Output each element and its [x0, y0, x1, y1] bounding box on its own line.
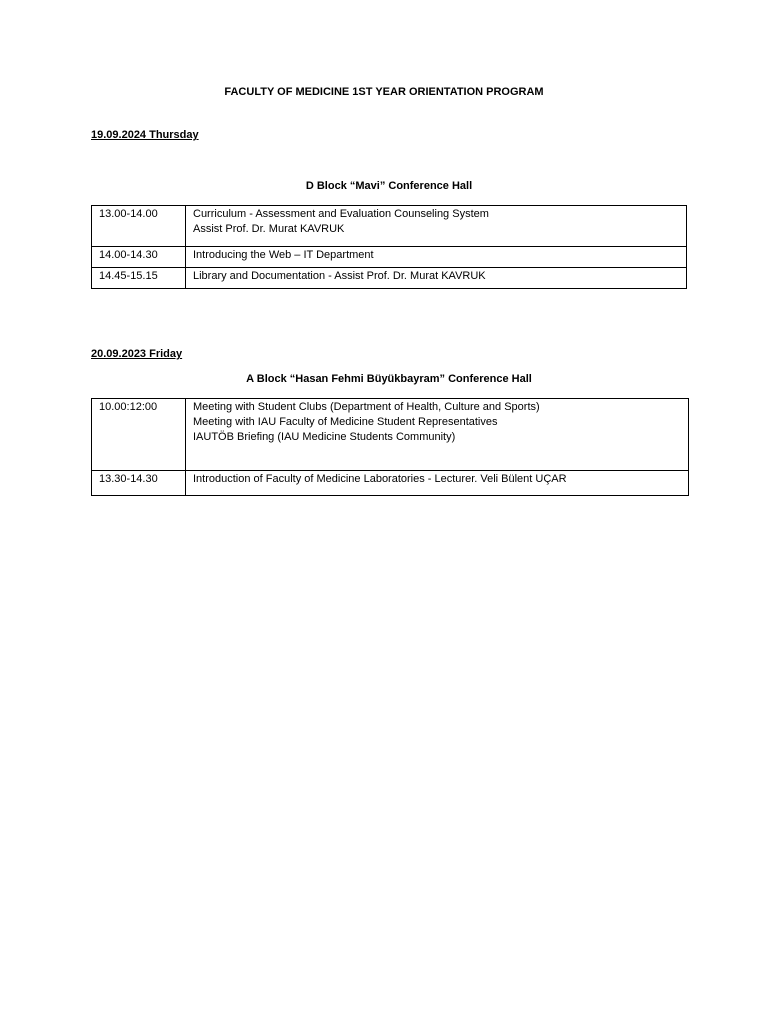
- table-row: [92, 247, 687, 268]
- activity-line: Meeting with IAU Faculty of Medicine Student Representatives: [193, 416, 498, 428]
- activity-line: Assist Prof. Dr. Murat KAVRUK: [193, 223, 345, 235]
- activity-line: Curriculum - Assessment and Evaluation Counseling System: [193, 208, 489, 220]
- activity-cell: [186, 247, 687, 268]
- day1-date: 19.09.2024 Thursday: [91, 129, 199, 141]
- table-row: [92, 268, 687, 289]
- activity-line: Library and Documentation - Assist Prof. Dr. Murat KAVRUK: [193, 270, 486, 282]
- time-cell: 13.30-14.30: [92, 471, 186, 496]
- time-cell: 13.00-14.00: [92, 206, 186, 247]
- activity-line: Meeting with Student Clubs (Department of Health, Culture and Sports): [193, 401, 540, 413]
- activity-cell: [186, 471, 689, 496]
- time-cell: 10.00:12:00: [92, 399, 186, 471]
- table-row: [92, 399, 689, 471]
- time-cell: 14.00-14.30: [92, 247, 186, 268]
- activity-line: Introduction of Faculty of Medicine Laboratories - Lecturer. Veli Bülent UÇAR: [193, 473, 567, 485]
- table-row: [92, 206, 687, 247]
- table-row: [92, 471, 689, 496]
- activity-cell: [186, 206, 687, 247]
- activity-line: IAUTÖB Briefing (IAU Medicine Students Community): [193, 431, 456, 443]
- day1-hall: D Block “Mavi” Conference Hall: [305, 180, 473, 192]
- time-cell: 14.45-15.15: [92, 268, 186, 289]
- page-title: FACULTY OF MEDICINE 1ST YEAR ORIENTATION PROGRAM: [224, 86, 544, 98]
- day2-hall: A Block “Hasan Fehmi Büyükbayram” Conference Hall: [246, 373, 532, 385]
- activity-line: Introducing the Web – IT Department: [193, 249, 374, 261]
- activity-cell: [186, 399, 689, 471]
- day2-date: 20.09.2023 Friday: [91, 348, 183, 360]
- day1-schedule-table: [91, 205, 687, 289]
- day2-schedule-table: [91, 398, 689, 496]
- activity-cell: [186, 268, 687, 289]
